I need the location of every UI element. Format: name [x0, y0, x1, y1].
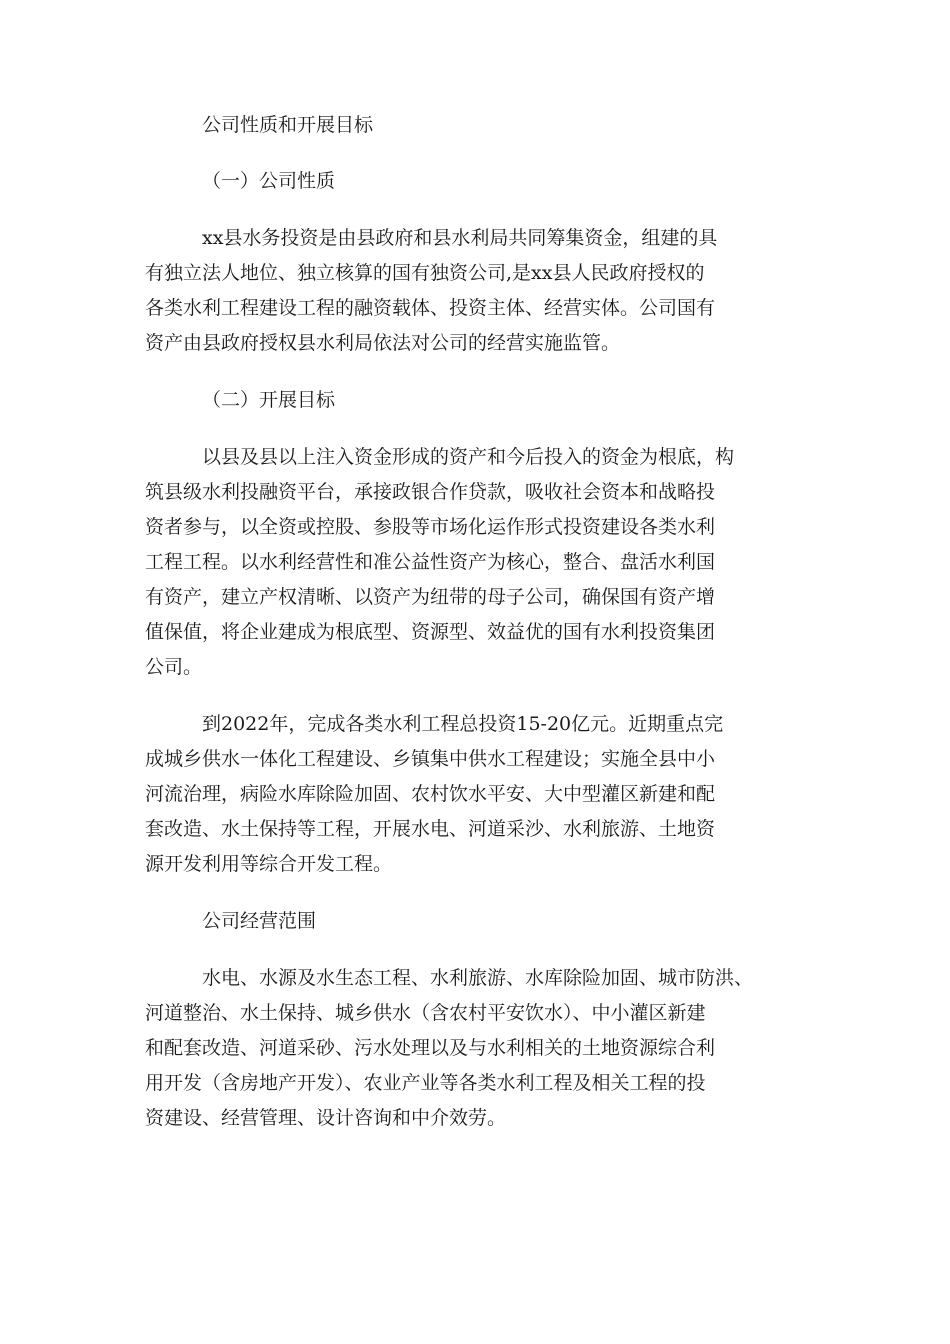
sub-heading-development-goals: （二）开展目标	[202, 389, 336, 411]
paragraph-line: 以县及县以上注入资金形成的资产和今后投入的资金为根底，构	[202, 446, 735, 468]
document-page	[145, 108, 825, 1136]
paragraph-line: 公司。	[145, 656, 203, 678]
paragraph-development-goals	[145, 440, 825, 685]
paragraph-line: 资建设、经营管理、设计咨询和中介效劳。	[145, 1107, 507, 1129]
paragraph-line: 成城乡供水一体化工程建设、乡镇集中供水工程建设；实施全县中小	[145, 748, 716, 770]
paragraph-line: 到2022年，完成各类水利工程总投资15-20亿元。近期重点完	[202, 713, 724, 735]
paragraph-line: 筑县级水利投融资平台，承接政银合作贷款，吸收社会资本和战略投	[145, 481, 716, 503]
sub-heading-company-nature: （一）公司性质	[202, 170, 336, 192]
paragraph-line: 水电、水源及水生态工程、水利旅游、水库除险加固、城市防洪、	[202, 967, 754, 989]
section-heading-nature-and-goals: 公司性质和开展目标	[202, 114, 374, 136]
paragraph-line: 和配套改造、河道采砂、污水处理以及与水利相关的土地资源综合利	[145, 1037, 716, 1059]
paragraph-line: 源开发利用等综合开发工程。	[145, 853, 393, 875]
paragraph-line: 河道整治、水土保持、城乡供水（含农村平安饮水）、中小灌区新建	[145, 1002, 706, 1024]
paragraph-line: 各类水利工程建设工程的融资载体、投资主体、经营实体。公司国有	[145, 297, 716, 319]
paragraph-line: 套改造、水土保持等工程，开展水电、河道采沙、水利旅游、土地资	[145, 818, 716, 840]
paragraph-line: 有独立法人地位、独立核算的国有独资公司,是xx县人民政府授权的	[145, 262, 705, 284]
paragraph-line: xx县水务投资是由县政府和县水利局共同筹集资金，组建的具	[202, 227, 718, 249]
paragraph-line: 值保值，将企业建成为根底型、资源型、效益优的国有水利投资集团	[145, 621, 716, 643]
paragraph-company-nature	[145, 221, 825, 361]
paragraph-investment-plan	[145, 707, 825, 882]
paragraph-line: 工程工程。以水利经营性和准公益性资产为核心，整合、盘活水利国	[145, 551, 716, 573]
paragraph-business-scope	[145, 961, 825, 1136]
section-heading-business-scope: 公司经营范围	[202, 910, 317, 932]
paragraph-line: 资者参与，以全资或控股、参股等市场化运作形式投资建设各类水利	[145, 516, 716, 538]
paragraph-line: 有资产，建立产权清晰、以资产为纽带的母子公司，确保国有资产增	[145, 586, 716, 608]
paragraph-line: 资产由县政府授权县水利局依法对公司的经营实施监管。	[145, 332, 621, 354]
paragraph-line: 用开发（含房地产开发）、农业产业等各类水利工程及相关工程的投	[145, 1072, 706, 1094]
paragraph-line: 河流治理，病险水库除险加固、农村饮水平安、大中型灌区新建和配	[145, 783, 716, 805]
